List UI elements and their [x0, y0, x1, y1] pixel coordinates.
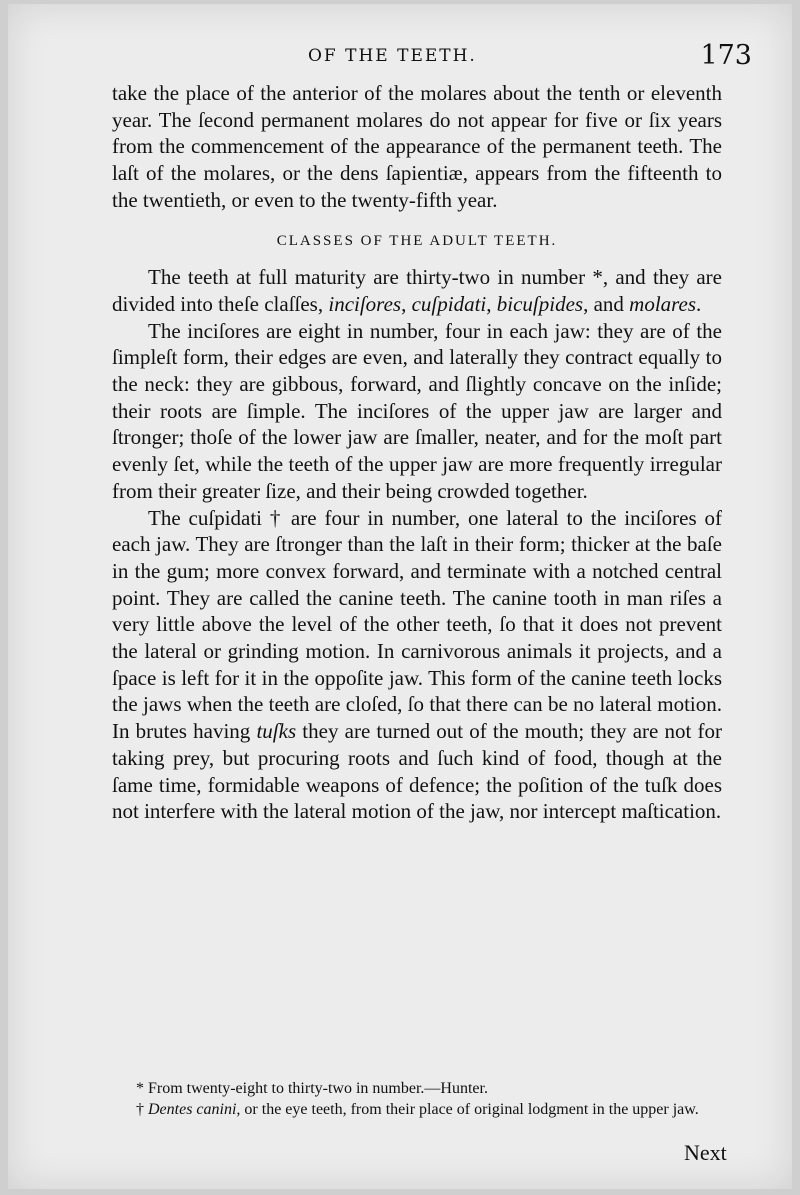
book-page [8, 4, 792, 1189]
page-number: 173 [700, 40, 752, 71]
paragraph-text: The cuſpidati † are four in number, one lateral to the inciſores of each jaw. They are ſtronger than the laſt in their form; thicker at the baſe in the gum; more convex forward, and terminate with a notched central point. They are called the canine teeth. The canine tooth in man riſes a very little above the level of the other teeth, ſo that it does not prevent the lateral or grinding motion. In carnivorous animals it projects, and a ſpace is left for it in the oppoſite jaw. This form of the canine teeth locks the jaws when the teeth are cloſed, ſo that there can be no lateral motion. In brutes having [112, 505, 722, 744]
paragraph-end: . [696, 291, 702, 316]
footnote-mark: † [136, 1101, 148, 1118]
paragraph-classes [112, 264, 722, 317]
footnote-text: or the eye teeth, from their place of original lodgment in the upper jaw. [240, 1101, 699, 1118]
footnotes [136, 1078, 736, 1120]
running-head [8, 40, 792, 74]
catchword: Next [684, 1140, 727, 1165]
paragraph-text: they are turned out of the mouth; they are not for taking prey, but procuring roots and ſuch kind of food, though at the ſame time, formidable weapons of defence; the poſition of the tuſk does not interfere with the lateral motion of the jaw, nor intercept maſtication. [112, 719, 722, 824]
section-heading: CLASSES OF THE ADULT TEETH. [276, 232, 558, 249]
paragraph-continuation: take the place of the anterior of the molares about the tenth or eleventh year. The ſecond permanent molares do not appear for five or ſix years from the commencement of the appearance of the permanent teeth. The laſt of the molares, or the dens ſapientiæ, appears from the fifteenth to the twentieth, or even to the twenty-fifth year. [112, 81, 722, 212]
paragraph-cuspidati [112, 505, 722, 825]
term-incisores: inciſores [328, 291, 402, 316]
term-bicuspides: bicuſpides [496, 291, 584, 316]
term-molares: molares [629, 291, 697, 316]
footnote-1: * From twenty-eight to thirty-two in number.—Hunter. [136, 1080, 488, 1097]
term-cuspidati: cuſpidati [411, 291, 487, 316]
paragraph-text: The teeth at full maturity are thirty-two in number *, and they are divided into theſe claſſes, [112, 265, 722, 316]
separator: , and [583, 291, 630, 316]
separator: , [401, 291, 412, 316]
paragraph-incisores: The inciſores are eight in number, four in each jaw: they are of the ſimpleſt form, their edges are even, and laterally they contract equally to the neck: they are gibbous, forward, and ſlightly concave on the inſide; their roots are ſimple. The inciſores of the upper jaw are larger and ſtronger; thoſe of the lower jaw are ſmaller, neater, and for the moſt part evenly ſet, while the teeth of the upper jaw are more frequently irregular from their greater ſize, and their being crowded together. [112, 318, 722, 503]
footnote-term: Dentes canini, [148, 1101, 241, 1118]
body-text [112, 80, 722, 825]
running-head-title: OF THE TEETH. [308, 46, 477, 66]
footnote-2 [136, 1099, 736, 1120]
separator: , [486, 291, 497, 316]
term-tusks: tuſks [256, 719, 297, 744]
